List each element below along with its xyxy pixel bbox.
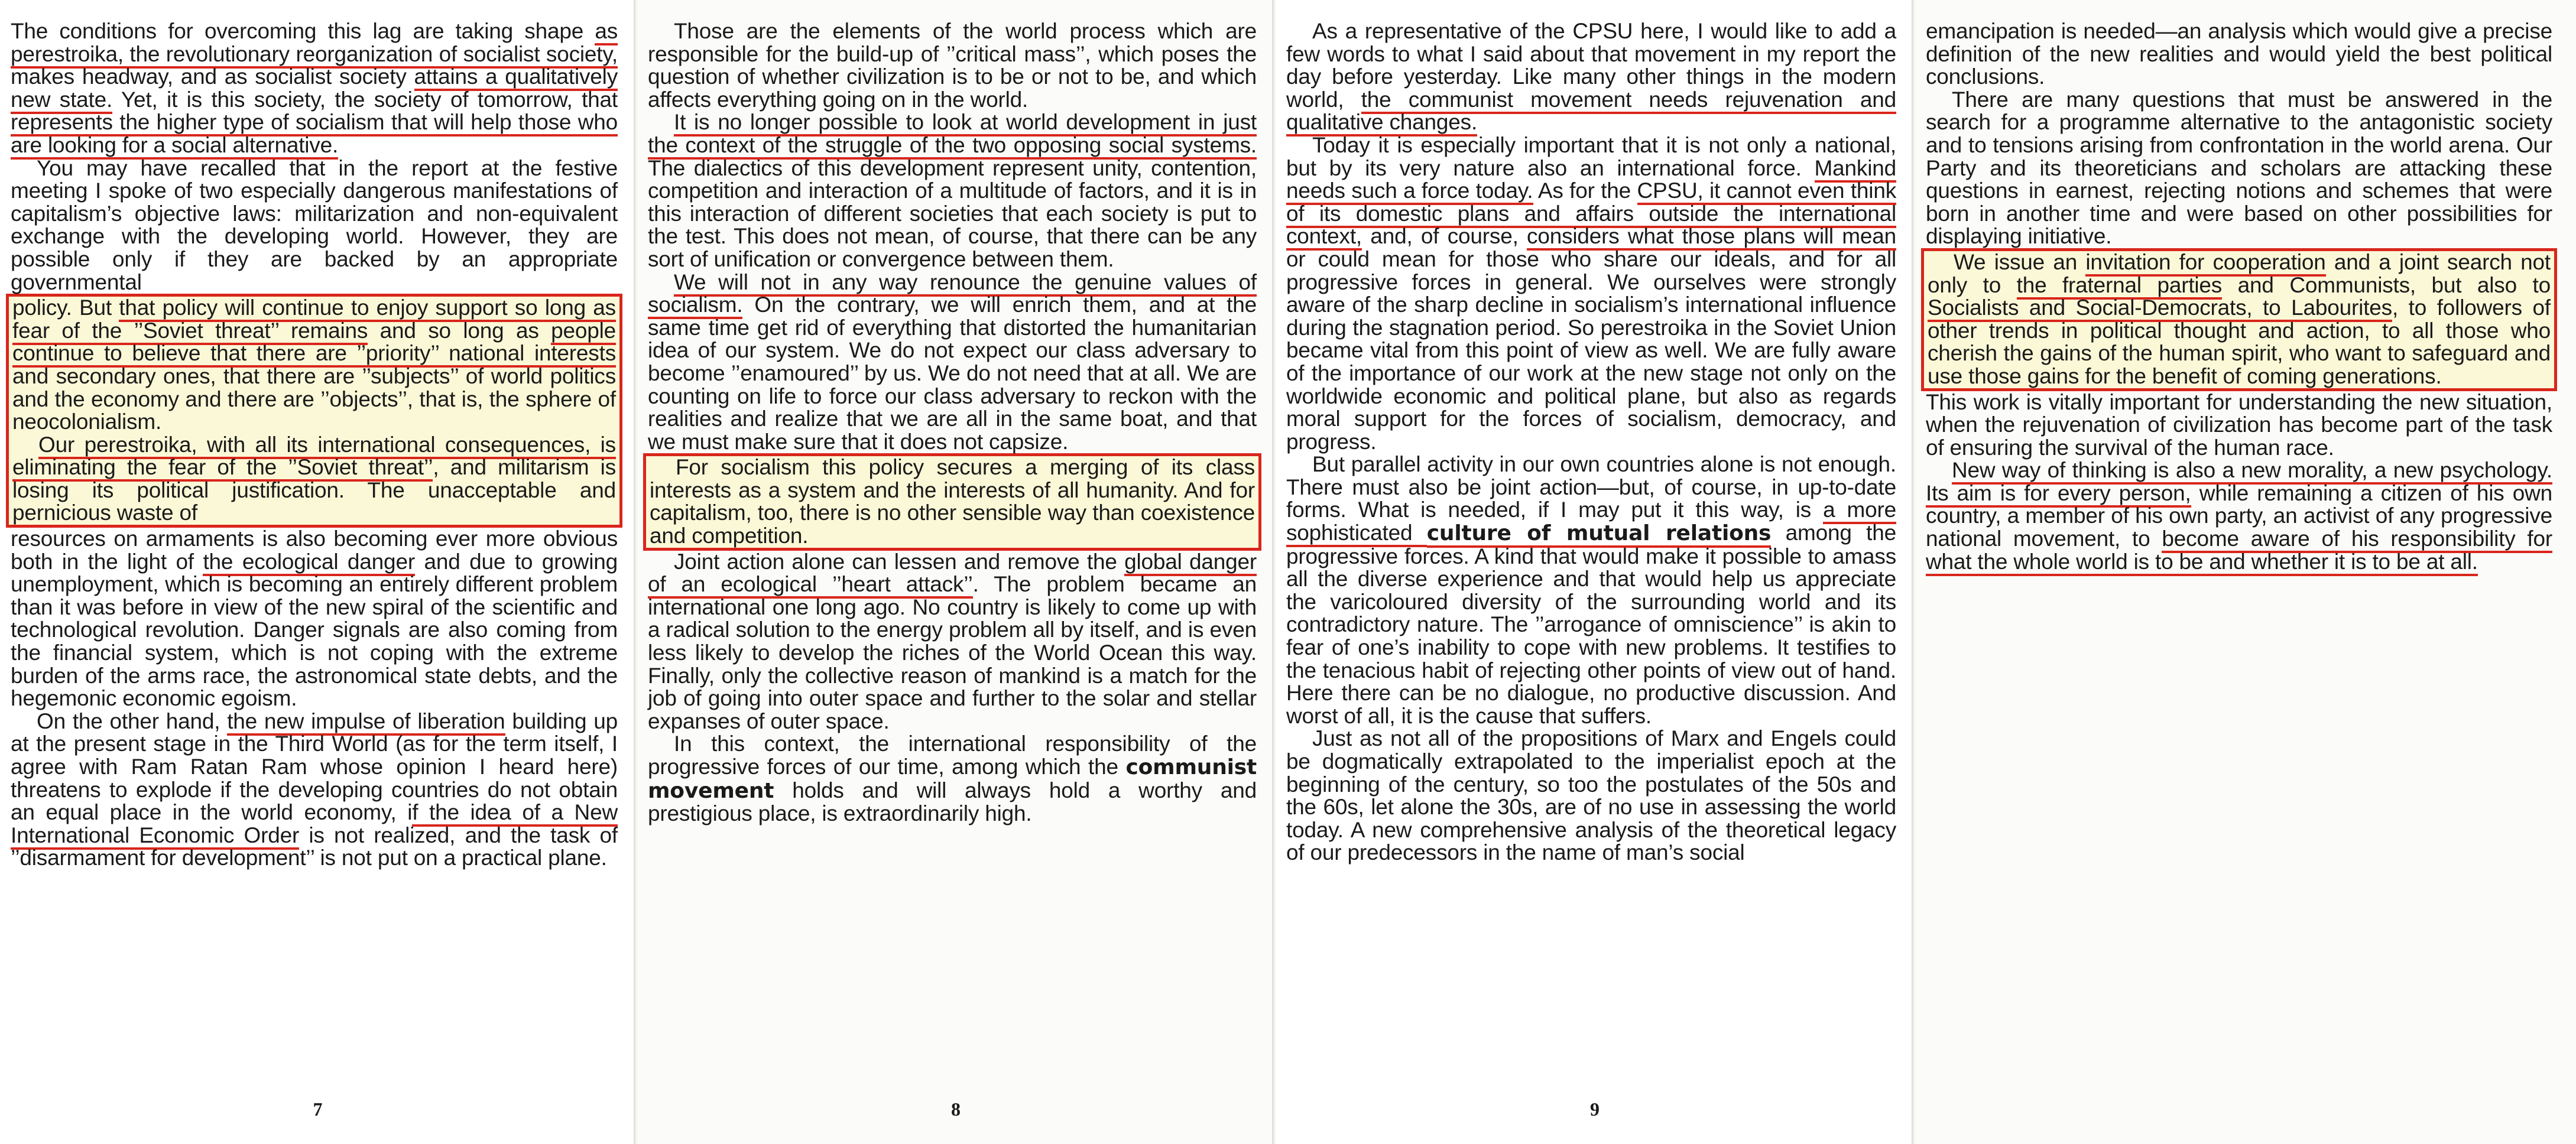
paragraph — [11, 157, 618, 294]
underlined-phrase: It is no longer possible to look at world development in just the context of the struggle of the two opposing social systems. — [648, 110, 1257, 160]
text-run: and, of course, — [1361, 224, 1527, 249]
text-run: and a joint search not only to — [1928, 249, 2551, 297]
paragraph — [648, 111, 1257, 271]
page-8-text — [648, 20, 1257, 826]
underlined-phrase: considers what those plans will mean — [1527, 224, 1896, 251]
paragraph — [648, 551, 1257, 733]
text-run: Those are the elements of the world process which are responsible for the build-up of ’’critical mass’’, which poses the question of whether civilization is to be or not to be, and which affects everything going on in the world. — [648, 19, 1257, 112]
text-run: . The problem became an international one long ago. No country is likely to come up with a radical solution to the energy problem all by itself, and is even less likely to develop the riches of the World Ocean this way. Finally, only the collective reason of mankind is a match for the job of going into outer space and further to the solar and stellar expanses of outer space. — [648, 572, 1257, 733]
underlined-phrase: people continue to believe that there are ’’priority’’ national interests — [12, 318, 616, 368]
paragraph — [1926, 89, 2552, 248]
text-run: and secondary ones, that there are ’’subjects’’ of world politics and the economy and there are ’’objects’’, that is, the sphere of neocolonialism. — [12, 363, 616, 434]
text-run: , to followers of other trends in political thought and action, to all those who cherish the gains of the human spirit, who want to safeguard and use those gains for the benefit of coming generations. — [1928, 295, 2551, 388]
text-run: On the contrary, we will enrich them, and at the same time get rid of everything that distorted the humanitarian idea of our system. We do not expect our class adversary to become ’’enamoured’’ by us. We do not need that at all. We are counting on life to force our class adversary to reckon with the realities and realize that we are all in the same boat, and that we must make sure that it does not capsize. — [648, 292, 1257, 454]
text-run: holds and will always hold a worthy and prestigious place, is extraordinarily high. — [648, 778, 1257, 826]
text-run: is not realized, and the task of ’’disarmament for development’’ is not put on a practical plane. — [11, 823, 618, 870]
text-run: and due to growing unemployment, which is becoming an entirely different problem than it was before in view of the new spiral of the scientific and technological revolution. Danger signals are also coming from the financial system, which is not coping with the extreme burden of the arms race, the astronomical state debts, and the hegemonic economic egoism. — [11, 549, 618, 711]
text-run: building up at the present stage in the Third World (as for the term itself, I agree with Ram Ratan Ram whose opinion I heard here) threatens to explode if the developing countries do not obtain an equal place in the world economy, i — [11, 708, 618, 825]
highlight-box — [6, 294, 622, 528]
underlined-phrase: New way of thinking is also a new morality, a new psychology. Its aim is for every person, — [1926, 458, 2552, 508]
text-run: Just as not all of the propositions of Marx and Engels could be dogmatically extrapolated to the imperialist epoch at the beginning of the century, so too the postulates of the 50s and the 60s, let alone the 30s, are of no use in assessing the world today. A new comprehensive analysis of the theoretical legacy of our predecessors in the name of man’s social — [1286, 726, 1896, 865]
text-run: Today it is especially important that it is not only a national, but by its very nature also an international force. — [1286, 132, 1896, 180]
text-run: The dialectics of this development represent unity, contention, competition and interaction of a multitude of factors, and it is in this interaction of different societies that each society is put to the test. This does not mean, of course, that there can be any sort of unification or convergence between them. — [648, 155, 1257, 271]
bold-underlined-phrase: culture of mutual relations — [1427, 521, 1772, 548]
underlined-phrase: a more sophisticated — [1286, 498, 1896, 547]
text-run: You may have recalled that in the report at the festive meeting I spoke of two especially dangerous manifestations of capitalism’s objective laws: militarization and non-equivalent exchange with the developing world. However, they are possible only if they are backed by an appropriate governmental — [11, 155, 618, 294]
paragraph — [11, 20, 618, 157]
underlined-phrase: f the idea of a New International Economic Order — [11, 800, 618, 850]
paragraph — [12, 434, 616, 525]
underlined-phrase: attains a qualitatively new state. — [11, 64, 618, 114]
underlined-phrase: the communist movement needs rejuvenation and qualitative changes. — [1286, 87, 1896, 137]
page-8 — [637, 0, 1274, 1144]
text-run: and so long as — [368, 318, 551, 343]
text-run: Yet, it is this society, the society of tomorrow, that — [112, 87, 618, 112]
underlined-phrase: the ecological danger — [203, 550, 414, 576]
text-run: This work is vitally important for understanding the new situation, when the rejuvenation of civilization has become part of the task of ensuring the survival of the human race. — [1926, 389, 2552, 460]
page-number: 8 — [951, 1098, 961, 1120]
text-run: makes headway, and as socialist society — [11, 64, 414, 89]
paragraph — [648, 733, 1257, 825]
text-run: For socialism this policy secures a merging of its class interests as a system and the interests of all humanity. And for capitalism, too, there is no other sensible way than coexistence and competition. — [650, 455, 1255, 548]
bold-phrase: communist movement — [648, 755, 1257, 803]
paragraph — [650, 456, 1255, 547]
text-run: In this context, the international responsibility of the progressive forces of our time, among which the — [648, 732, 1257, 779]
page-7-text — [11, 20, 618, 870]
paragraph — [1926, 391, 2552, 460]
underlined-phrase: the fraternal parties — [2017, 273, 2223, 300]
page-number: 9 — [1590, 1098, 1600, 1120]
paragraph — [1928, 251, 2551, 388]
text-run: There are many questions that must be answered in the search for a programme alternative to the antagonistic society and to tensions arising from confrontation in the world arena. Our Party and its theoreticians and scholars are attacking these questions in earnest, rejecting notions and schemes that were born in another time and were based on other possibilities for displaying initiative. — [1926, 87, 2552, 249]
text-run: or could mean for those who share our ideals, and for all progressive forces in general. We ourselves were strongly aware of the sharp decline in socialism’s international influence during the stagnation period. So perestroika in the Soviet Union became vital from this point of view as well. We are fully aware of the importance of our work at the new stage not only on the worldwide economic and political plane, but also as regards moral support for the forces of socialism, democracy, and progress. — [1286, 246, 1896, 454]
paragraph — [11, 528, 618, 710]
paragraph — [1286, 453, 1896, 727]
underlined-phrase: Mankind needs such a force today. — [1286, 156, 1896, 206]
text-run: As a representative of the CPSU here, I would like to add a few words to what I said about that movement in my report the day before yesterday. Like many other things in the modern world, — [1286, 19, 1896, 112]
paragraph — [12, 297, 616, 434]
underlined-phrase: as perestroika, the revolutionary reorganization of socialist society, — [11, 19, 618, 69]
underlined-phrase: the new impulse of liberation — [227, 709, 505, 736]
text-run: , and militarism is losing its political justification. The unacceptable and pernicious waste of — [12, 455, 616, 525]
text-run: and Communists, but also to — [2222, 272, 2551, 297]
underlined-phrase: become aware of his responsibility for what the whole world is to be and whether it is to be at all. — [1926, 526, 2552, 576]
page-9 — [1276, 0, 1914, 1144]
page-number: 7 — [313, 1098, 323, 1120]
paragraph — [1286, 134, 1896, 453]
paragraph — [1926, 20, 2552, 89]
underlined-phrase: Our perestroika, with all its international consequences, is eliminating the fear of the ’’Soviet threat’’ — [12, 433, 616, 482]
paragraph — [11, 710, 618, 870]
page-7 — [0, 0, 635, 1144]
text-run: policy. But — [12, 295, 119, 320]
paragraph — [648, 20, 1257, 111]
text-run: On the other hand, — [37, 708, 228, 733]
paragraph — [1926, 459, 2552, 573]
text-run: among the progressive forces. A kind that would make it possible to amass all the diverse experience and that would help us appreciate the varicoloured diversity of the surrounding world and its contradictory nature. The ’’arrogance of omniscience’’ is akin to fear of one’s inability to cope with new problems. It testifies to the tenacious habit of rejecting other points of view out of hand. Here there can be no dialogue, no productive discussion. And worst of all, it is the cause that suffers. — [1286, 521, 1896, 728]
page-10 — [1915, 0, 2576, 1144]
underlined-phrase: that policy will continue to enjoy support so long as fear of the ’’Soviet threat’’ remains — [12, 295, 616, 345]
paragraph — [648, 271, 1257, 454]
underlined-phrase: represents the higher type of socialism that will help those who are looking for a social alternative. — [11, 110, 618, 160]
text-run: while remaining a citizen of his own country, a member of his own party, an activist of any progressive national movement, to — [1926, 480, 2552, 551]
underlined-phrase: We will not in any way renounce the genuine values of socialism. — [648, 270, 1257, 320]
text-run: resources on armaments is also becoming ever more obvious both in the light of — [11, 526, 618, 574]
text-run: The conditions for overcoming this lag are taking shape — [11, 19, 595, 43]
underlined-phrase: invitation for cooperation — [2085, 250, 2325, 277]
underlined-phrase: Socialists and Social-Democrats, to Labourites — [1928, 295, 2392, 322]
paragraph — [1286, 727, 1896, 864]
underlined-phrase: global danger of an ecological ’’heart attack’’ — [648, 550, 1257, 599]
highlight-box — [1921, 248, 2557, 391]
page-10-text — [1926, 20, 2552, 573]
page-9-text — [1286, 20, 1896, 864]
text-run: But parallel activity in our own countries alone is not enough. There must also be joint action—but, of course, in up-to-date forms. What is needed, if I may put it this way, is — [1286, 452, 1896, 522]
highlight-box — [643, 453, 1261, 550]
text-run: Joint action alone can lessen and remove the — [674, 549, 1125, 574]
paragraph — [1286, 20, 1896, 134]
text-run: As for the — [1533, 178, 1637, 203]
underlined-phrase: CPSU, it cannot even think of its domestic plans and affairs outside the international context, — [1286, 178, 1896, 251]
text-run: emancipation is needed—an analysis which would give a precise definition of the new realities and would yield the best political conclusions. — [1926, 19, 2552, 89]
text-run: We issue an — [1954, 249, 2086, 274]
